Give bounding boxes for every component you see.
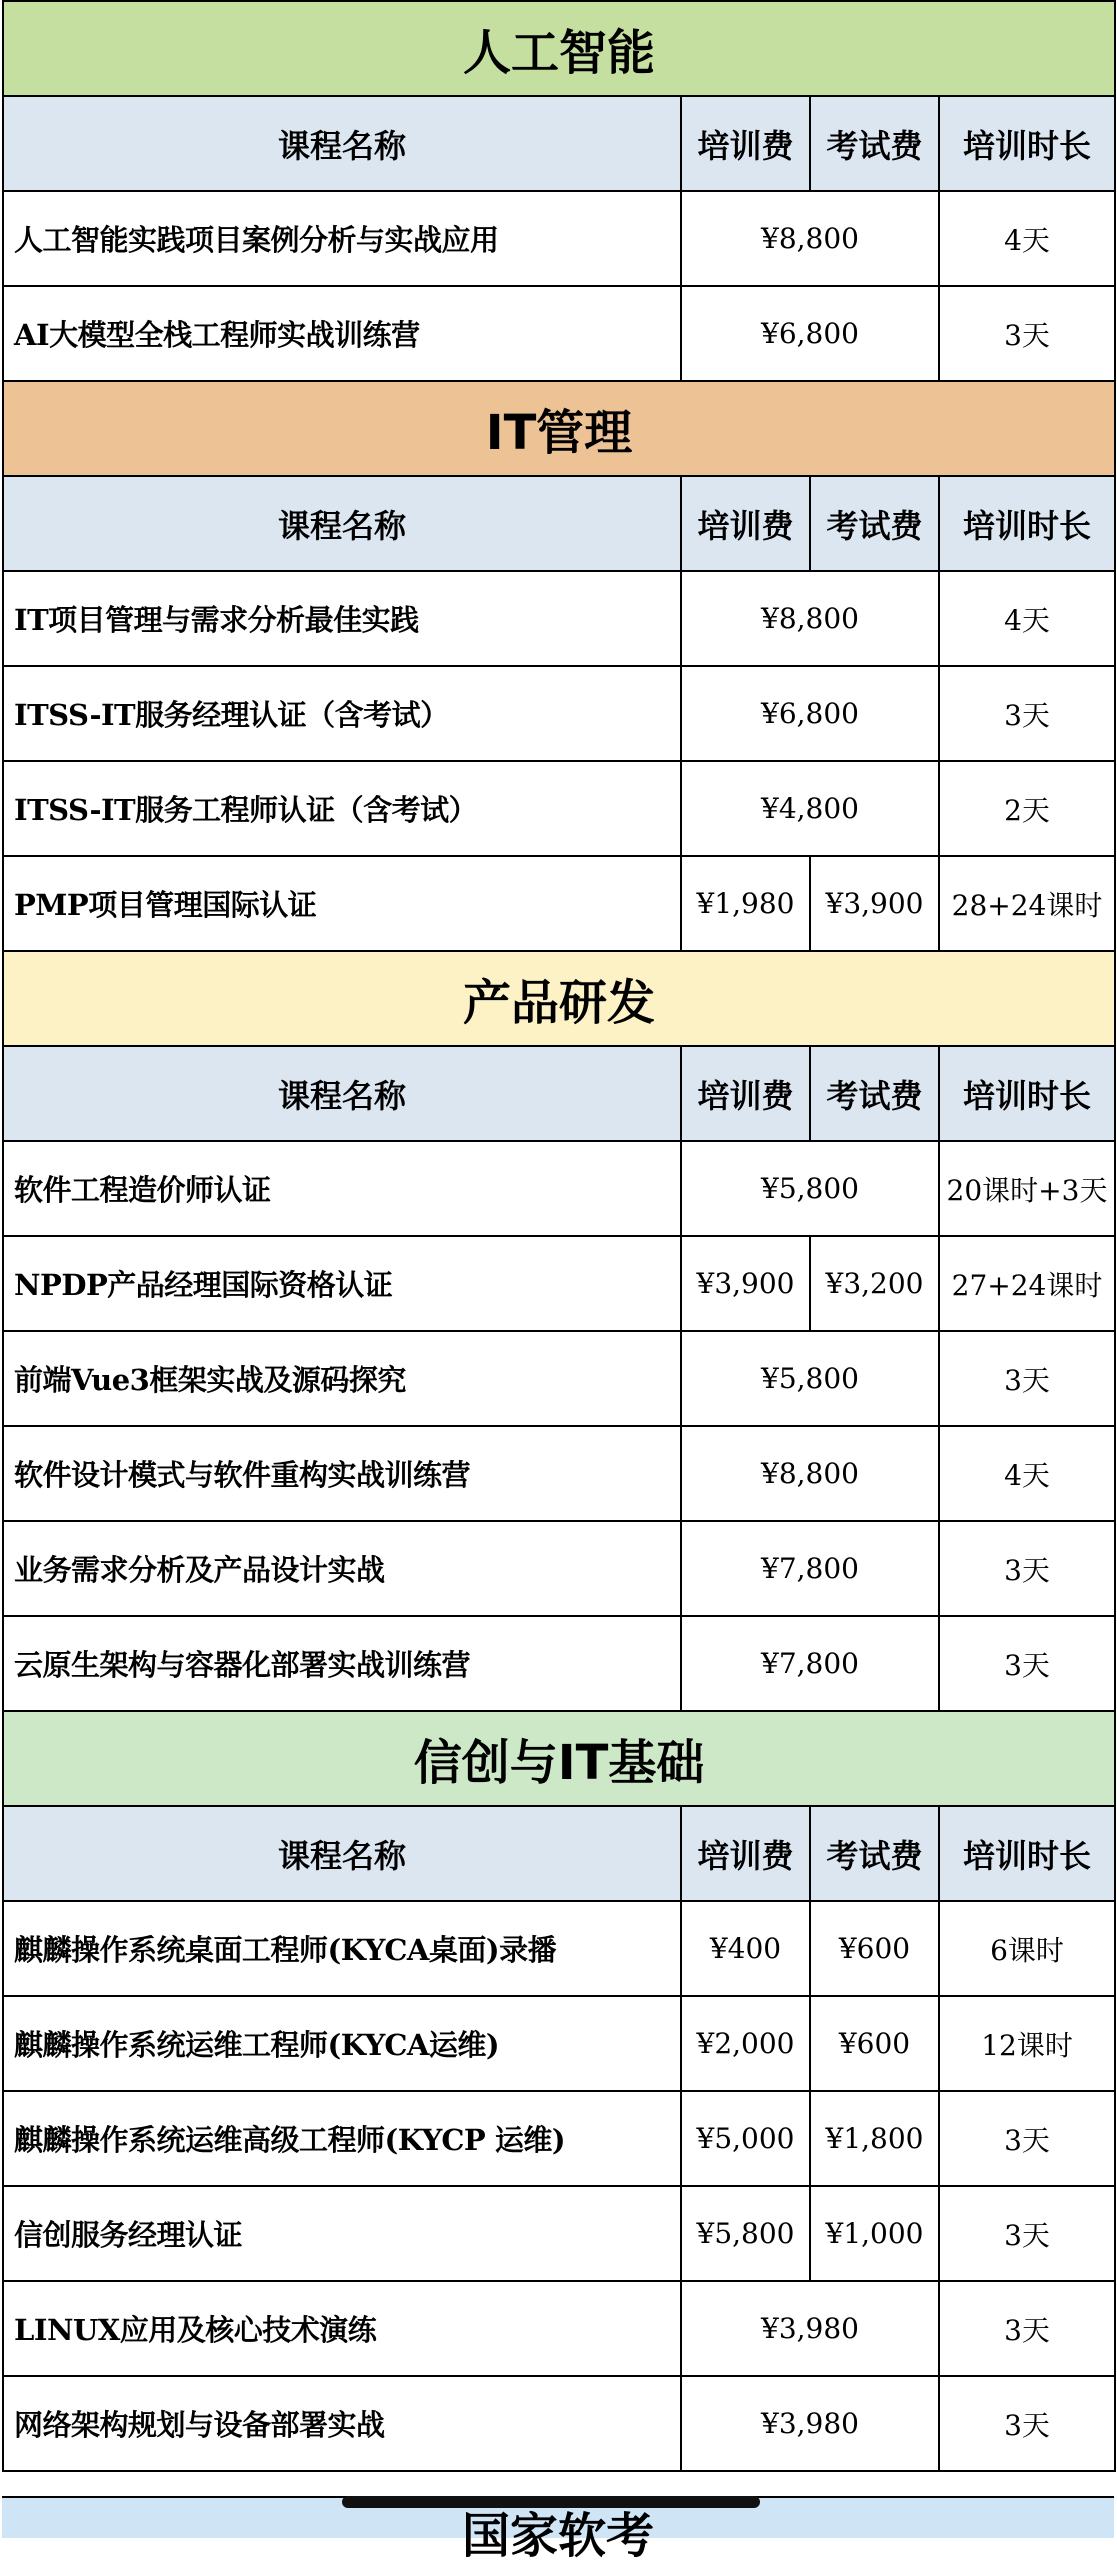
course-duration: 27+24课时 xyxy=(939,1236,1115,1331)
course-name: PMP项目管理国际认证 xyxy=(3,856,681,951)
course-duration: 3天 xyxy=(939,1331,1115,1426)
table-row xyxy=(3,856,1115,951)
course-name: 麒麟操作系统运维高级工程师(KYCP 运维) xyxy=(3,2091,681,2186)
header-train-fee: 培训费 xyxy=(681,96,810,191)
course-fee: ¥5,800 xyxy=(681,1141,939,1236)
course-name: 云原生架构与容器化部署实战训练营 xyxy=(3,1616,681,1711)
header-duration: 培训时长 xyxy=(939,476,1115,571)
header-course-name: 课程名称 xyxy=(3,476,681,571)
course-fee: ¥7,800 xyxy=(681,1521,939,1616)
course-duration: 3天 xyxy=(939,666,1115,761)
section-xc xyxy=(3,1711,1115,1806)
course-fee: ¥8,800 xyxy=(681,571,939,666)
course-train-fee: ¥400 xyxy=(681,1901,810,1996)
table-row xyxy=(3,286,1115,381)
course-exam-fee: ¥1,800 xyxy=(810,2091,939,2186)
section-title: 人工智能 xyxy=(3,1,1115,96)
course-name: 人工智能实践项目案例分析与实战应用 xyxy=(3,191,681,286)
header-course-name: 课程名称 xyxy=(3,96,681,191)
course-fee: ¥3,980 xyxy=(681,2376,939,2471)
header-exam-fee: 考试费 xyxy=(810,1806,939,1901)
header-row xyxy=(3,1806,1115,1901)
table-row xyxy=(3,1236,1115,1331)
course-fee: ¥7,800 xyxy=(681,1616,939,1711)
course-duration: 4天 xyxy=(939,1426,1115,1521)
table-row xyxy=(3,1901,1115,1996)
course-name: ITSS-IT服务工程师认证（含考试） xyxy=(3,761,681,856)
course-name: IT项目管理与需求分析最佳实践 xyxy=(3,571,681,666)
course-fee: ¥6,800 xyxy=(681,666,939,761)
table-row xyxy=(3,191,1115,286)
course-duration: 3天 xyxy=(939,2376,1115,2471)
header-row xyxy=(3,96,1115,191)
table-row xyxy=(3,666,1115,761)
course-fee: ¥8,800 xyxy=(681,1426,939,1521)
course-train-fee: ¥5,000 xyxy=(681,2091,810,2186)
course-duration: 3天 xyxy=(939,1521,1115,1616)
course-name: AI大模型全栈工程师实战训练营 xyxy=(3,286,681,381)
course-duration: 4天 xyxy=(939,571,1115,666)
course-duration: 3天 xyxy=(939,1616,1115,1711)
course-name: 信创服务经理认证 xyxy=(3,2186,681,2281)
course-name: NPDP产品经理国际资格认证 xyxy=(3,1236,681,1331)
table-row xyxy=(3,1331,1115,1426)
table-row xyxy=(3,2376,1115,2471)
course-name: ITSS-IT服务经理认证（含考试） xyxy=(3,666,681,761)
course-duration: 3天 xyxy=(939,2091,1115,2186)
course-name: 软件工程造价师认证 xyxy=(3,1141,681,1236)
section-pd xyxy=(3,951,1115,1046)
table-row xyxy=(3,1141,1115,1236)
table-row xyxy=(3,1521,1115,1616)
header-row xyxy=(3,1046,1115,1141)
course-fee: ¥6,800 xyxy=(681,286,939,381)
table-row xyxy=(3,761,1115,856)
course-name: 业务需求分析及产品设计实战 xyxy=(3,1521,681,1616)
course-duration: 28+24课时 xyxy=(939,856,1115,951)
course-name: 麒麟操作系统桌面工程师(KYCA桌面)录播 xyxy=(3,1901,681,1996)
course-duration: 4天 xyxy=(939,191,1115,286)
course-train-fee: ¥2,000 xyxy=(681,1996,810,2091)
course-fee: ¥4,800 xyxy=(681,761,939,856)
course-duration: 3天 xyxy=(939,286,1115,381)
table-row xyxy=(3,1996,1115,2091)
course-price-table xyxy=(2,0,1116,2472)
header-row xyxy=(3,476,1115,571)
section-ai xyxy=(3,1,1115,96)
course-train-fee: ¥3,900 xyxy=(681,1236,810,1331)
table-row xyxy=(3,1426,1115,1521)
table-row xyxy=(3,2091,1115,2186)
course-exam-fee: ¥600 xyxy=(810,1901,939,1996)
header-duration: 培训时长 xyxy=(939,1046,1115,1141)
course-duration: 2天 xyxy=(939,761,1115,856)
table-row xyxy=(3,571,1115,666)
header-exam-fee: 考试费 xyxy=(810,1046,939,1141)
header-exam-fee: 考试费 xyxy=(810,96,939,191)
course-name: 网络架构规划与设备部署实战 xyxy=(3,2376,681,2471)
header-course-name: 课程名称 xyxy=(3,1046,681,1141)
section-title: 信创与IT基础 xyxy=(3,1711,1115,1806)
header-exam-fee: 考试费 xyxy=(810,476,939,571)
course-fee: ¥5,800 xyxy=(681,1331,939,1426)
section-title: IT管理 xyxy=(3,381,1115,476)
section-title: 国家软考 xyxy=(461,2508,654,2564)
header-train-fee: 培训费 xyxy=(681,1806,810,1901)
table-row xyxy=(3,2281,1115,2376)
section-it xyxy=(3,381,1115,476)
course-duration: 3天 xyxy=(939,2281,1115,2376)
table-row xyxy=(3,1616,1115,1711)
course-duration: 6课时 xyxy=(939,1901,1115,1996)
course-exam-fee: ¥600 xyxy=(810,1996,939,2091)
course-exam-fee: ¥3,200 xyxy=(810,1236,939,1331)
section-title: 产品研发 xyxy=(3,951,1115,1046)
home-indicator[interactable] xyxy=(342,2496,760,2508)
header-train-fee: 培训费 xyxy=(681,1046,810,1141)
course-duration: 20课时+3天 xyxy=(939,1141,1115,1236)
course-name: 前端Vue3框架实战及源码探究 xyxy=(3,1331,681,1426)
course-name: LINUX应用及核心技术演练 xyxy=(3,2281,681,2376)
header-duration: 培训时长 xyxy=(939,96,1115,191)
course-name: 麒麟操作系统运维工程师(KYCA运维) xyxy=(3,1996,681,2091)
table-body xyxy=(3,1,1115,2471)
header-train-fee: 培训费 xyxy=(681,476,810,571)
course-duration: 12课时 xyxy=(939,1996,1115,2091)
course-fee: ¥8,800 xyxy=(681,191,939,286)
course-exam-fee: ¥1,000 xyxy=(810,2186,939,2281)
course-train-fee: ¥5,800 xyxy=(681,2186,810,2281)
course-train-fee: ¥1,980 xyxy=(681,856,810,951)
course-name: 软件设计模式与软件重构实战训练营 xyxy=(3,1426,681,1521)
header-course-name: 课程名称 xyxy=(3,1806,681,1901)
course-duration: 3天 xyxy=(939,2186,1115,2281)
course-exam-fee: ¥3,900 xyxy=(810,856,939,951)
table-row xyxy=(3,2186,1115,2281)
course-fee: ¥3,980 xyxy=(681,2281,939,2376)
header-duration: 培训时长 xyxy=(939,1806,1115,1901)
